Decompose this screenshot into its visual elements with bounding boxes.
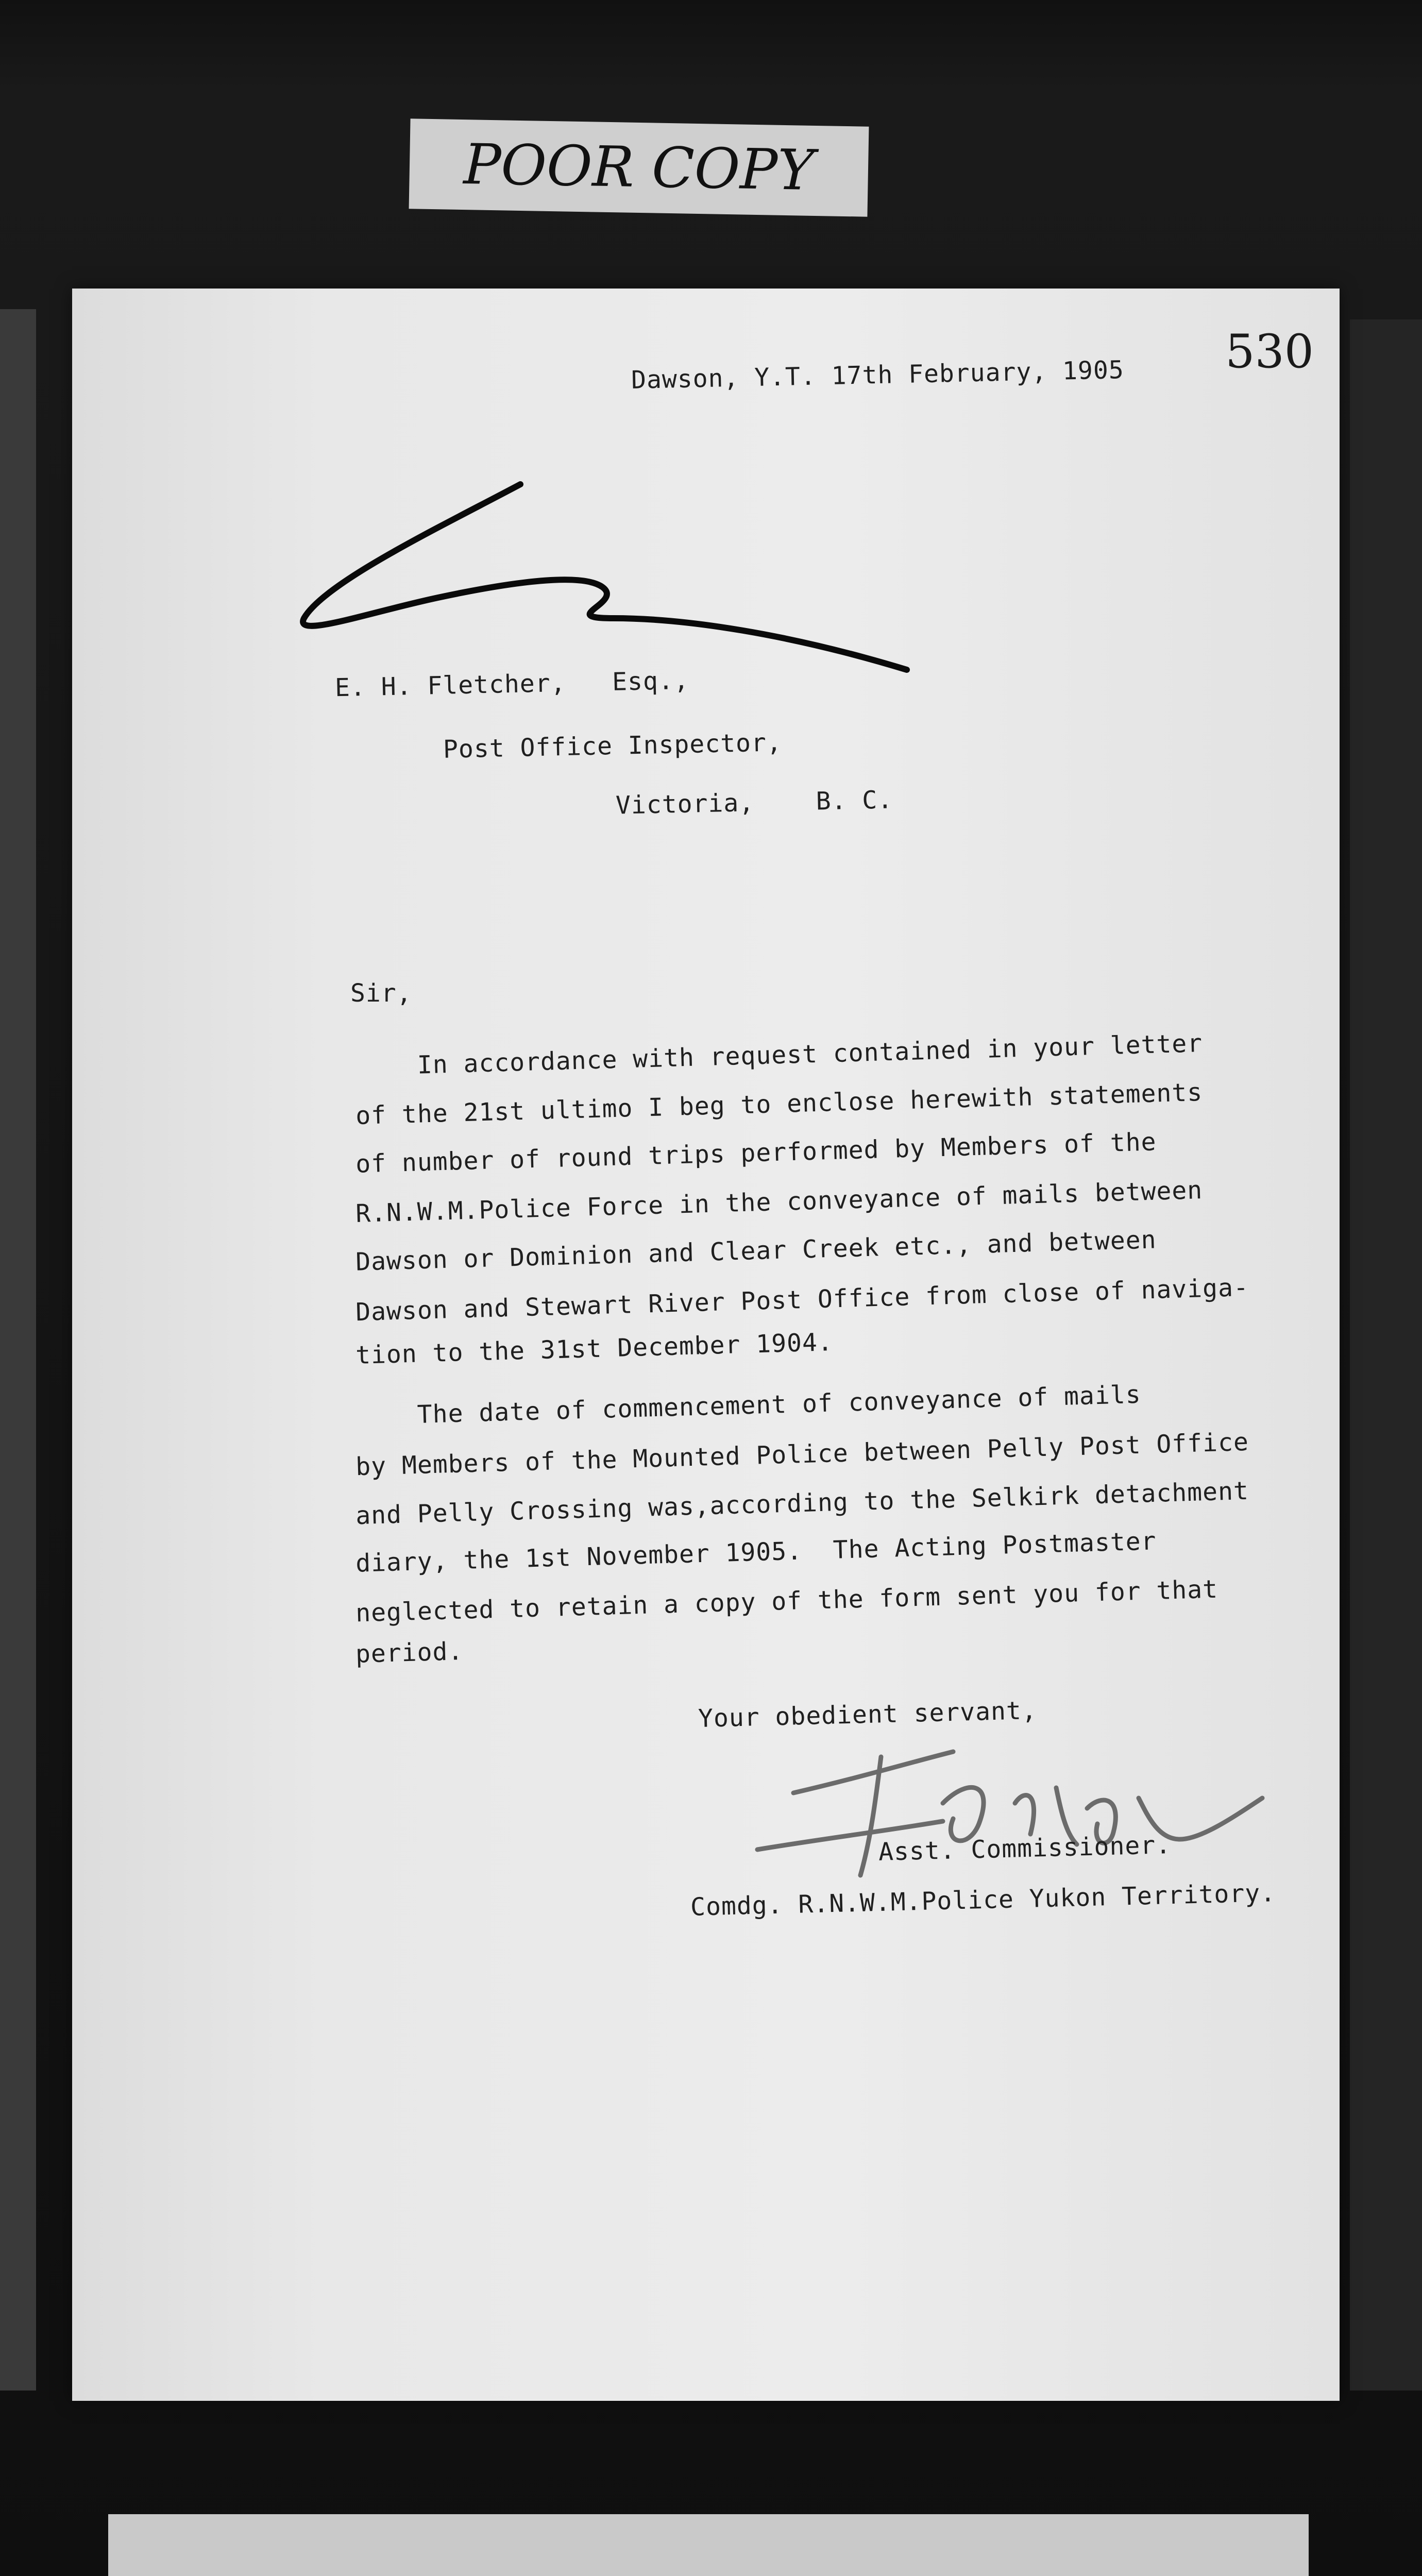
film-edge-right <box>1350 319 1422 2391</box>
poor-copy-stamp: POOR COPY <box>409 118 869 217</box>
body-line: In accordance with request contained in your letter <box>355 1029 1203 1081</box>
body-line: diary, the 1st November 1905. The Acting Postmaster <box>355 1527 1157 1578</box>
film-edge-left <box>0 309 36 2391</box>
body-line: Dawson and Stewart River Post Office from close of naviga- <box>355 1273 1249 1327</box>
page-number: 530 <box>1225 325 1314 379</box>
body-line: of number of round trips performed by Members of the <box>355 1127 1157 1179</box>
salutation: Sir, <box>350 979 412 1008</box>
body-line: neglected to retain a copy of the form sent you for that <box>355 1574 1218 1628</box>
body-line: R.N.W.M.Police Force in the conveyance of mails between <box>355 1176 1203 1228</box>
addressee-place: Victoria, B. C. <box>615 785 893 820</box>
body-line: and Pelly Crossing was,according to the Selkirk detachment <box>355 1476 1249 1531</box>
closing-line: Your obedient servant, <box>698 1696 1038 1734</box>
handwritten-signature <box>726 1721 1293 1891</box>
body-line: period. <box>355 1637 464 1669</box>
body-line: of the 21st ultimo I beg to enclose herewith statements <box>355 1078 1203 1130</box>
addressee-title: Post Office Inspector, <box>443 728 783 764</box>
body-line: The date of commencement of conveyance of mails <box>355 1380 1142 1431</box>
addressee-name: E. H. Fletcher, Esq., <box>334 666 690 703</box>
signature-command: Comdg. R.N.W.M.Police Yukon Territory. <box>690 1878 1276 1922</box>
signature-title: Asst. Commissioner. <box>878 1831 1172 1867</box>
body-line: Dawson or Dominion and Clear Creek etc., and between <box>355 1225 1157 1277</box>
archive-label <box>108 2514 1309 2576</box>
body-line: tion to the 31st December 1904. <box>355 1328 834 1370</box>
letter-dateline: Dawson, Y.T. 17th February, 1905 <box>631 355 1125 395</box>
body-line: by Members of the Mounted Police between Pelly Post Office <box>355 1427 1249 1482</box>
